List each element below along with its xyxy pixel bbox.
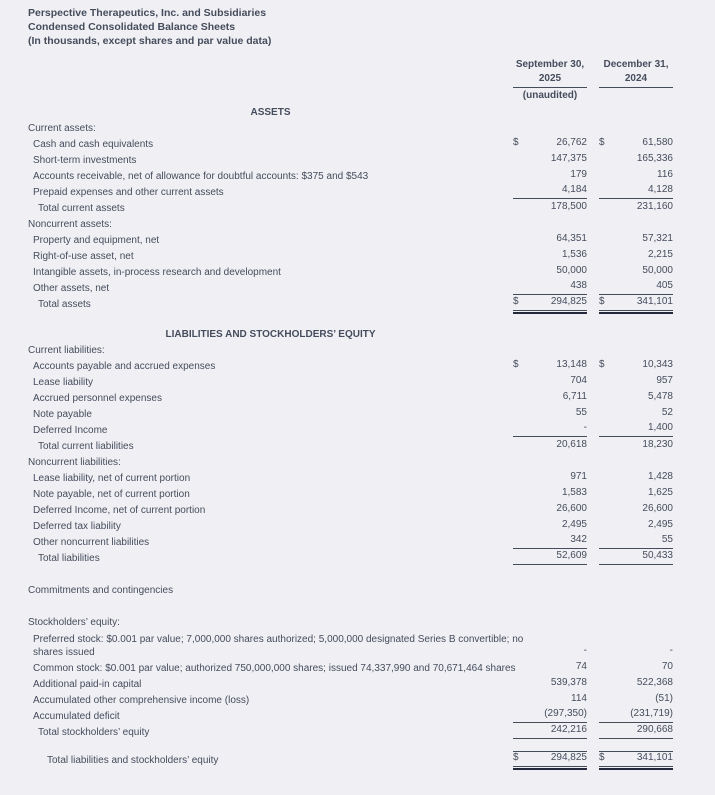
value-col-2025 [513, 117, 587, 119]
value-col-2025 [513, 339, 587, 341]
table-row [0, 517, 715, 533]
table-row [0, 373, 715, 389]
value-2024: 10,343 [642, 359, 673, 370]
row-label: Total liabilities [38, 553, 100, 564]
value-col-2024 [599, 751, 673, 767]
value-col-2024 [599, 375, 673, 389]
dollar-sign: $ [599, 296, 605, 307]
row-label: Accrued personnel expenses [33, 393, 162, 404]
row-label: Other assets, net [33, 283, 110, 294]
table-row [0, 659, 715, 675]
table-row [0, 199, 715, 215]
column-gap [587, 58, 599, 103]
value-2024: 290,668 [636, 724, 673, 735]
table-row [0, 437, 715, 453]
table-row [0, 723, 715, 739]
column-date-line2: 2024 [599, 72, 673, 88]
value-col-2024 [599, 407, 673, 421]
units-note: (In thousands, except shares and par value data) [28, 35, 272, 47]
value-2025: 438 [570, 280, 587, 291]
value-col-2025 [513, 467, 587, 469]
row-label: Right-of-use asset, net [33, 251, 134, 262]
row-label: Total assets [38, 299, 91, 310]
row-label: Noncurrent liabilities: [28, 457, 121, 468]
value-col-2024 [599, 422, 673, 437]
table-row [0, 405, 715, 421]
row-label: Accumulated deficit [33, 711, 120, 722]
value-2024: 55 [661, 534, 673, 545]
section-heading: LIABILITIES AND STOCKHOLDERS’ EQUITY [165, 329, 376, 340]
row-label: Current assets: [28, 123, 96, 134]
section-heading: ASSETS [250, 107, 291, 118]
value-2025: 179 [570, 169, 587, 180]
value-col-2024 [599, 550, 673, 565]
table-row [0, 613, 715, 629]
table-row [0, 421, 715, 437]
value-col-2024 [599, 534, 673, 549]
value-2025: 4,184 [561, 184, 587, 195]
dollar-sign: $ [513, 137, 519, 148]
column-header-2025 [513, 58, 587, 103]
value-2024: 957 [656, 375, 673, 386]
row-label: Commitments and contingencies [28, 585, 174, 596]
table-row [0, 453, 715, 469]
value-col-2025 [513, 519, 587, 533]
row-label: Accumulated other comprehensive income (loss) [33, 695, 250, 706]
value-col-2025 [513, 550, 587, 565]
value-col-2024 [599, 503, 673, 517]
value-col-2024 [599, 724, 673, 739]
table-row [0, 501, 715, 517]
table-row [0, 341, 715, 357]
row-label: Total current assets [38, 203, 125, 214]
value-col-2024 [599, 265, 673, 279]
value-col-2025 [513, 184, 587, 199]
value-2025: 114 [571, 693, 587, 704]
value-2025: 178,500 [550, 201, 587, 212]
value-2025: (297,350) [544, 708, 587, 719]
row-label: Stockholders’ equity: [28, 617, 120, 628]
value-2024: 341,101 [636, 752, 673, 763]
value-2024: 116 [657, 169, 673, 180]
value-2024: 405 [656, 280, 673, 291]
value-2025: 20,618 [556, 439, 587, 450]
column-header-2024 [599, 58, 673, 103]
table-row [0, 549, 715, 565]
value-col-2024 [599, 677, 673, 691]
value-2024: (231,719) [630, 708, 673, 719]
row-label: Total stockholders’ equity [38, 727, 150, 738]
value-col-2024 [599, 645, 673, 659]
value-2025: 26,600 [556, 503, 587, 514]
dollar-sign: $ [599, 137, 605, 148]
row-label: Preferred stock: $0.001 par value; 7,000,000 shares authorized; 5,000,000 designated Series B convertible; no shares issued [33, 634, 524, 658]
table-row [0, 629, 715, 659]
value-col-2024 [599, 359, 673, 373]
value-col-2024 [599, 467, 673, 469]
row-label: Deferred Income [33, 425, 108, 436]
column-headers [0, 58, 715, 103]
value-col-2025 [513, 693, 587, 707]
value-2025: 74 [575, 661, 587, 672]
value-2025: 52,609 [556, 550, 587, 561]
value-col-2025 [513, 391, 587, 405]
row-label: Noncurrent assets: [28, 219, 112, 230]
table-row [0, 357, 715, 373]
value-2024: 1,428 [647, 471, 673, 482]
table-row [0, 103, 715, 119]
value-col-2025 [513, 422, 587, 437]
value-2025: 971 [570, 471, 587, 482]
value-2024: 52 [661, 407, 673, 418]
table-row [0, 167, 715, 183]
value-col-2025 [513, 355, 587, 357]
value-2024: 4,128 [647, 184, 673, 195]
table-row [0, 485, 715, 501]
value-col-2024 [599, 169, 673, 183]
value-col-2024 [599, 229, 673, 231]
value-2025: - [583, 645, 587, 656]
value-2025: 55 [575, 407, 587, 418]
row-label: Other noncurrent liabilities [33, 537, 150, 548]
value-col-2024 [599, 693, 673, 707]
table-row [0, 295, 715, 311]
value-2024: 61,580 [642, 137, 673, 148]
dollar-sign: $ [513, 359, 519, 370]
value-col-2024 [599, 661, 673, 675]
value-col-2025 [513, 751, 587, 767]
value-col-2025 [513, 471, 587, 485]
value-col-2024 [599, 117, 673, 119]
value-col-2024 [599, 708, 673, 723]
value-col-2024 [599, 519, 673, 533]
value-col-2024 [599, 487, 673, 501]
row-label: Total current liabilities [38, 441, 134, 452]
value-2025: 50,000 [556, 265, 587, 276]
value-2024: 165,336 [636, 153, 673, 164]
value-col-2025 [513, 137, 587, 151]
value-col-2025 [513, 627, 587, 629]
value-col-2025 [513, 153, 587, 167]
row-label: Total liabilities and stockholders’ equity [47, 755, 219, 766]
row-label: Deferred Income, net of current portion [33, 505, 206, 516]
column-date-line2: 2025 [513, 72, 587, 88]
value-col-2025 [513, 233, 587, 247]
value-2024: 1,625 [647, 487, 673, 498]
value-col-2024 [599, 184, 673, 199]
value-col-2024 [599, 355, 673, 357]
value-col-2024 [599, 280, 673, 295]
dollar-sign: $ [599, 359, 605, 370]
value-2024: 2,495 [647, 519, 673, 530]
table-row [0, 389, 715, 405]
row-label: Intangible assets, in-process research and development [33, 267, 281, 278]
value-2025: 294,825 [550, 296, 587, 307]
value-col-2025 [513, 229, 587, 231]
section-gap [0, 565, 715, 581]
company-name: Perspective Therapeutics, Inc. and Subsidiaries [28, 7, 267, 19]
value-col-2024 [599, 296, 673, 311]
table-row [0, 533, 715, 549]
value-2024: 2,215 [647, 249, 673, 260]
value-2024: - [669, 645, 673, 656]
table-row [0, 231, 715, 247]
value-col-2024 [599, 153, 673, 167]
value-col-2025 [513, 359, 587, 373]
table-row [0, 247, 715, 263]
value-2025: - [583, 422, 587, 433]
row-label: Prepaid expenses and other current assets [33, 187, 224, 198]
value-2024: 231,160 [636, 201, 673, 212]
value-2024: 50,000 [642, 265, 673, 276]
value-2025: 242,216 [550, 724, 587, 735]
row-label: Lease liability [33, 377, 94, 388]
value-col-2024 [599, 201, 673, 215]
row-label: Deferred tax liability [33, 521, 121, 532]
row-label: Additional paid-in capital [33, 679, 142, 690]
value-col-2025 [513, 503, 587, 517]
statement-body [0, 103, 715, 767]
table-row [0, 135, 715, 151]
dollar-sign: $ [513, 752, 519, 763]
document-header [0, 6, 715, 48]
value-2024: 18,230 [642, 439, 673, 450]
row-label: Accounts receivable, net of allowance for doubtful accounts: $375 and $543 [33, 171, 369, 182]
value-col-2025 [513, 265, 587, 279]
value-col-2025 [513, 677, 587, 691]
table-row [0, 675, 715, 691]
value-2024: 1,400 [647, 422, 673, 433]
value-col-2025 [513, 487, 587, 501]
table-row [0, 581, 715, 597]
value-2024: 50,433 [642, 550, 673, 561]
table-row [0, 263, 715, 279]
value-2024: 26,600 [642, 503, 673, 514]
dollar-sign: $ [513, 296, 519, 307]
column-header-spacer [28, 58, 513, 103]
row-label: Accounts payable and accrued expenses [33, 361, 216, 372]
value-2025: 64,351 [556, 233, 587, 244]
table-row [0, 151, 715, 167]
value-2025: 1,536 [561, 249, 587, 260]
value-col-2025 [513, 708, 587, 723]
value-col-2024 [599, 471, 673, 485]
table-row [0, 751, 715, 767]
value-col-2025 [513, 280, 587, 295]
value-2024: 5,478 [647, 391, 673, 402]
value-col-2025 [513, 661, 587, 675]
column-date-line1: September 30, [515, 59, 585, 70]
value-col-2025 [513, 724, 587, 739]
unaudited-note: (unaudited) [522, 90, 578, 101]
table-row [0, 183, 715, 199]
value-col-2024 [599, 439, 673, 453]
value-2025: 2,495 [561, 519, 587, 530]
value-col-2025 [513, 169, 587, 183]
value-col-2024 [599, 233, 673, 247]
value-col-2025 [513, 645, 587, 659]
table-row [0, 325, 715, 341]
row-label: Common stock: $0.001 par value; authorized 750,000,000 shares; issued 74,337,990 and 70,671,464 shares [33, 663, 516, 674]
value-2025: 147,375 [550, 153, 587, 164]
value-col-2025 [513, 133, 587, 135]
row-label: Short-term investments [33, 155, 137, 166]
value-2025: 6,711 [562, 391, 587, 402]
table-row [0, 469, 715, 485]
report-title: Condensed Consolidated Balance Sheets [28, 21, 236, 33]
value-2025: 539,378 [550, 677, 587, 688]
value-2024: 341,101 [636, 296, 673, 307]
value-col-2025 [513, 296, 587, 311]
row-label: Note payable, net of current portion [33, 489, 190, 500]
value-2025: 1,583 [561, 487, 587, 498]
value-col-2024 [599, 391, 673, 405]
row-label: Property and equipment, net [33, 235, 160, 246]
value-col-2025 [513, 407, 587, 421]
row-label: Current liabilities: [28, 345, 105, 356]
row-label: Note payable [33, 409, 92, 420]
value-col-2024 [599, 627, 673, 629]
value-2025: 704 [570, 375, 587, 386]
value-col-2025 [513, 439, 587, 453]
dollar-sign: $ [599, 752, 605, 763]
value-2024: 70 [661, 661, 673, 672]
table-row [0, 215, 715, 231]
table-row [0, 279, 715, 295]
value-col-2024 [599, 249, 673, 263]
row-label: Lease liability, net of current portion [33, 473, 191, 484]
value-2024: (51) [655, 693, 673, 704]
table-row [0, 691, 715, 707]
table-row [0, 119, 715, 135]
value-col-2024 [599, 339, 673, 341]
section-gap [0, 739, 715, 751]
value-col-2025 [513, 534, 587, 549]
value-col-2025 [513, 595, 587, 597]
table-row [0, 707, 715, 723]
value-col-2025 [513, 201, 587, 215]
value-col-2024 [599, 133, 673, 135]
value-2025: 294,825 [550, 752, 587, 763]
value-2025: 342 [570, 534, 587, 545]
value-2024: 57,321 [642, 233, 673, 244]
value-col-2024 [599, 137, 673, 151]
value-2025: 26,762 [556, 137, 587, 148]
section-gap [0, 597, 715, 613]
value-2024: 522,368 [636, 677, 673, 688]
value-col-2025 [513, 249, 587, 263]
row-label: Cash and cash equivalents [33, 139, 154, 150]
value-2025: 13,148 [556, 359, 587, 370]
column-date-line1: December 31, [603, 59, 669, 70]
value-col-2025 [513, 375, 587, 389]
value-col-2024 [599, 595, 673, 597]
